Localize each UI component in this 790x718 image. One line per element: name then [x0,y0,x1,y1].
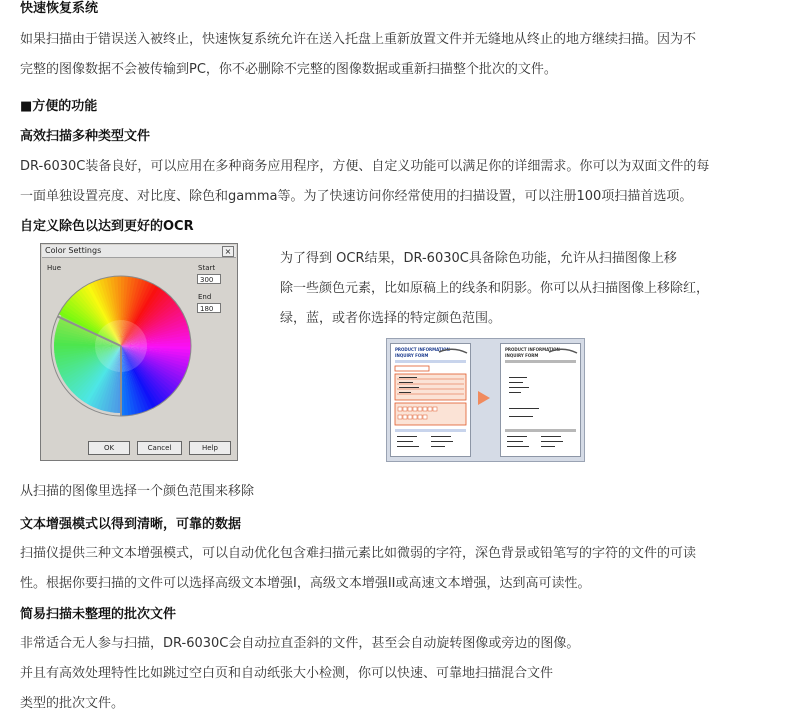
dropout-illustration [386,338,585,462]
paragraph-line: 除一些颜色元素，比如原稿上的线条和阴影。你可以从扫描图像上移除红， [280,281,710,296]
paragraph-line: 非常适合无人参与扫描，DR-6030C会自动拉直歪斜的文件，甚至会自动旋转图像或旁边的图像。 [20,636,580,651]
doc-header: INQUIRY FORM [395,353,429,358]
paragraph-line: 绿，蓝，或者你选择的特定颜色范围。 [280,311,502,326]
end-label: End [198,293,212,301]
section-heading-easy-batch: 简易扫描未整理的批次文件 [20,607,177,622]
paragraph-line: 扫描仪提供三种文本增强模式，可以自动优化包含难扫描元素比如微弱的字符，深色背景或铅笔写的字符的文件的可读 [20,546,697,561]
dialog-title-bar [42,245,236,258]
paragraph-line: 为了得到 OCR结果，DR-6030C具备除色功能，允许从扫描图像上移 [280,251,677,266]
paragraph-line: 性。根据你要扫描的文件可以选择高级文本增强I，高级文本增强II或高速文本增强，达到高可读性。 [20,576,591,591]
document-after [500,343,581,457]
doc-header: INQUIRY FORM [505,353,539,358]
arrow-right-icon [476,389,492,407]
paragraph-line: 如果扫描由于错误送入被终止，快速恢复系统允许在送入托盘上重新放置文件并无缝地从终止的地方继续扫描。因为不 [20,32,697,47]
start-field[interactable]: 300 [197,274,221,284]
dialog-title: Color Settings [45,246,102,255]
section-heading-quick-recovery: 快速恢复系统 [20,1,99,16]
doc-header: PRODUCT INFORMATION [505,347,560,352]
figure-caption: 从扫描的图像里选择一个颜色范围来移除 [20,484,255,499]
section-heading-text-enhance: 文本增强模式以得到清晰，可靠的数据 [20,517,242,532]
hue-wheel[interactable] [49,274,193,418]
document-before [390,343,471,457]
section-heading-efficient-scan: 高效扫描多种类型文件 [20,129,151,144]
end-field[interactable]: 180 [197,303,221,313]
cancel-button[interactable]: Cancel [137,441,182,455]
paragraph-line: 类型的批次文件。 [20,696,125,711]
doc-header: PRODUCT INFORMATION [395,347,450,352]
close-icon[interactable]: × [222,246,234,257]
ok-button[interactable]: OK [88,441,130,455]
color-settings-dialog [40,243,238,461]
paragraph-line: 完整的图像数据不会被传输到PC，你不必删除不完整的图像数据或重新扫描整个批次的文件。 [20,62,557,77]
section-heading-color-dropout: 自定义除色以达到更好的OCR [20,219,194,234]
help-button[interactable]: Help [189,441,231,455]
paragraph-line: 并且有高效处理特性比如跳过空白页和自动纸张大小检测，你可以快速、可靠地扫描混合文件 [20,666,554,681]
form-lines-dropped [501,344,580,456]
hue-label: Hue [47,264,62,272]
start-label: Start [198,264,216,272]
paragraph-line: 一面单独设置亮度、对比度、除色和gamma等。为了快速访问你经常使用的扫描设置，可以注册100项扫描首选项。 [20,189,693,204]
paragraph-line: DR-6030C装备良好，可以应用在多种商务应用程序，方便、自定义功能可以满足你的详细需求。你可以为双面文件的每 [20,159,710,174]
form-lines-colored [391,344,470,456]
section-heading-convenient-features: ■方便的功能 [20,99,98,114]
